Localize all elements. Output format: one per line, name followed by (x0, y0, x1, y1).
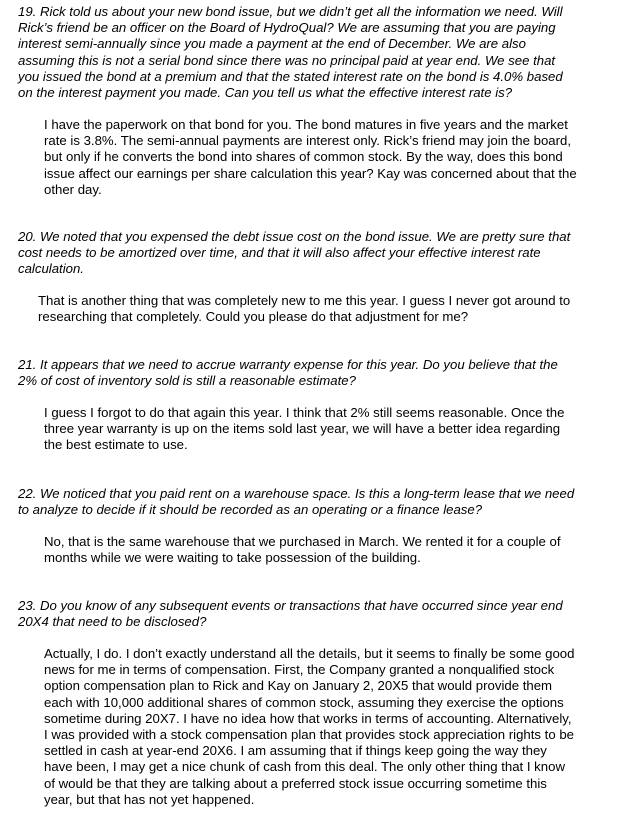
answer-19: I have the paperwork on that bond for you. The bond matures in five years and the market rate is 3.8%. The semi-annual payments are interest only. Rick’s friend may join the board, but only if he converts the bond into shares of common stock. By the way, does this bond issue affect our earnings per share calculation this year? Kay was concerned about that the other day. (44, 117, 577, 197)
answer-23: Actually, I do. I don’t exactly understand all the details, but it seems to finally be some good news for me in terms of compensation. First, the Company granted a nonqualified stock option compensation plan to Rick and Kay on January 2, 20X5 that would provide them each with 10,000 additional shares of common stock, assuming they exercise the options sometime during 20X7. I have no idea how that works in terms of accounting. Alternatively, I was provided with a stock compensation plan that provides stock appreciation rights to be settled in cash at year-end 20X6. I am assuming that if things keep going the way they have been, I may get a nice chunk of cash from this deal. The only other thing that I know of would be that they are talking about a preferred stock issue occurring sometime this year, but that has not yet happened. (44, 646, 575, 807)
answer-21: I guess I forgot to do that again this year. I think that 2% still seems reasonable. Once the three year warranty is up on the items sold last year, we will have a better idea regarding the best estimate to use. (44, 405, 565, 453)
question-20: 20. We noted that you expensed the debt issue cost on the bond issue. We are pretty sure that cost needs to be amortized over time, and that it will also affect your effective interest rate calculation. (18, 229, 571, 277)
answer-20: That is another thing that was completely new to me this year. I guess I never got around to researching that completely. Could you please do that adjustment for me? (38, 293, 571, 325)
question-22: 22. We noticed that you paid rent on a warehouse space. Is this a long-term lease that we need to analyze to decide if it should be recorded as an operating or a finance lease? (18, 486, 575, 518)
question-23: 23. Do you know of any subsequent events or transactions that have occurred since year end 20X4 that need to be disclosed? (18, 598, 563, 630)
question-21: 21. It appears that we need to accrue warranty expense for this year. Do you believe that the 2% of cost of inventory sold is still a reasonable estimate? (18, 357, 558, 389)
question-19: 19. Rick told us about your new bond issue, but we didn’t get all the information we need. Will Rick’s friend be an officer on the Board of HydroQual? We are assuming that you are paying interest semi-annually since you made a payment at the end of December. We are also assuming this is not a serial bond since there was no principal paid at year end. We see that you issued the bond at a premium and that the stated interest rate on the bond is 4.0% based on the interest payment you made. Can you tell us what the effective interest rate is? (18, 4, 563, 101)
answer-22: No, that is the same warehouse that we purchased in March. We rented it for a couple of months while we were waiting to take possession of the building. (44, 534, 561, 566)
